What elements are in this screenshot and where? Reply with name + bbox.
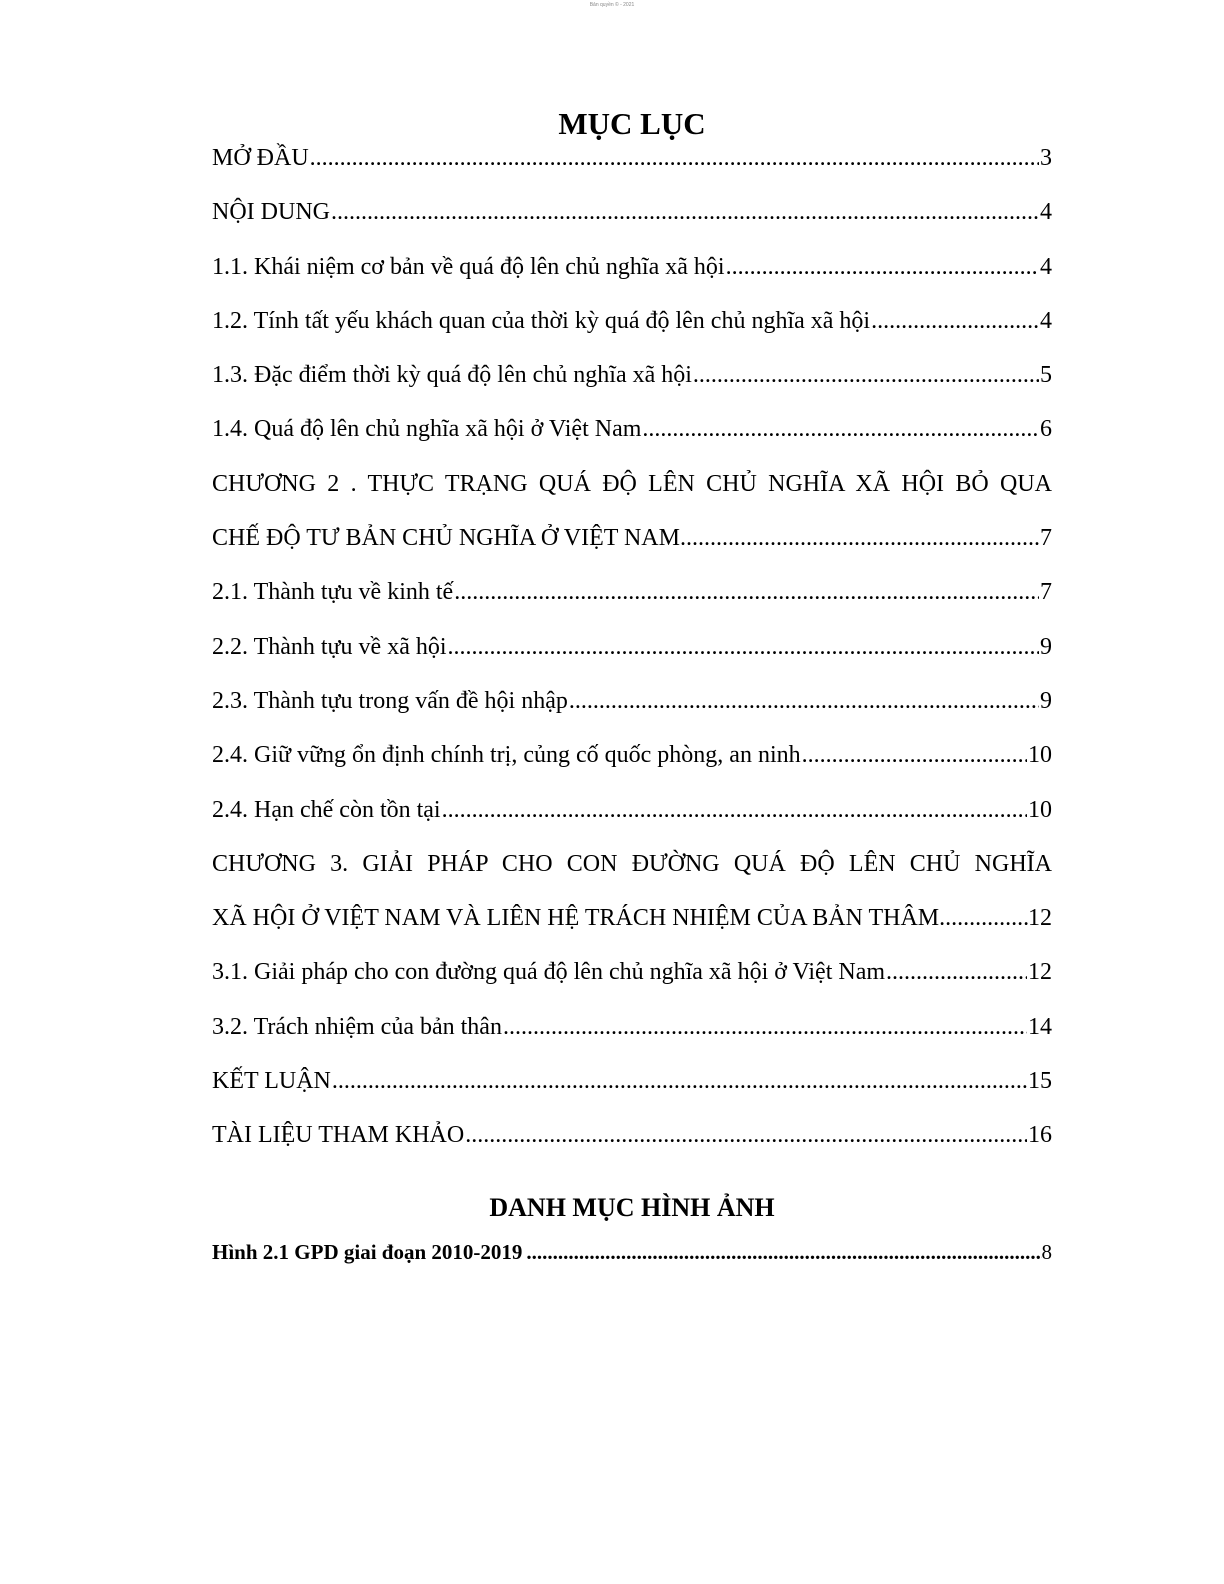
toc-entry-label: MỞ ĐẦU — [212, 145, 309, 171]
toc-entry-chapter-3[interactable] — [212, 844, 1052, 953]
figure-entry-page: 8 — [1041, 1240, 1052, 1264]
toc-entry[interactable] — [212, 301, 1052, 355]
toc-entry-page: 6 — [1040, 416, 1052, 443]
toc-entry[interactable] — [212, 355, 1052, 409]
toc-entry[interactable] — [212, 952, 1052, 1006]
dot-leader — [332, 1061, 1027, 1101]
toc-entry-label: 3.1. Giải pháp cho con đường quá độ lên chủ nghĩa xã hội ở Việt Nam — [212, 959, 886, 986]
toc-entry-label: TÀI LIỆU THAM KHẢO — [212, 1122, 465, 1149]
dot-leader — [503, 1007, 1027, 1047]
toc-entry[interactable] — [212, 735, 1052, 789]
dot-leader — [680, 518, 1040, 558]
toc-entry-label: 3.2. Trách nhiệm của bản thân — [212, 1013, 502, 1040]
figure-entry-label: Hình 2.1 GPD giai đoạn 2010-2019 — [212, 1240, 523, 1264]
toc-entry[interactable] — [212, 138, 1052, 192]
toc-entry-page: 7 — [1040, 525, 1052, 552]
toc-entry[interactable] — [212, 1007, 1052, 1061]
toc-chapter-line-1: CHƯƠNG 2 . THỰC TRẠNG QUÁ ĐỘ LÊN CHỦ NGHĨA XÃ HỘI BỎ QUA — [212, 470, 1052, 497]
dot-leader — [310, 138, 1039, 178]
toc-entry-page: 10 — [1028, 796, 1052, 823]
toc-entry-page: 9 — [1040, 687, 1052, 714]
toc-entry-page: 16 — [1028, 1122, 1052, 1149]
toc-entry-chapter-2[interactable] — [212, 464, 1052, 573]
toc-chapter-line-2 — [212, 518, 1052, 558]
dot-leader — [642, 409, 1039, 449]
toc-entry-label: CHẾ ĐỘ TƯ BẢN CHỦ NGHĨA Ở VIỆT NAM — [212, 525, 680, 552]
toc-chapter-line-2 — [212, 898, 1052, 938]
dot-leader — [693, 355, 1039, 395]
toc-entry-label: 1.1. Khái niệm cơ bản về quá độ lên chủ nghĩa xã hội — [212, 253, 725, 280]
toc-entry-label: 1.2. Tính tất yếu khách quan của thời kỳ quá độ lên chủ nghĩa xã hội — [212, 307, 871, 334]
toc-entry[interactable] — [212, 1061, 1052, 1115]
toc-entry[interactable] — [212, 572, 1052, 626]
toc-entry-page: 12 — [1028, 959, 1052, 986]
dot-leader — [802, 735, 1027, 775]
toc-entry[interactable] — [212, 247, 1052, 301]
dot-leader — [939, 898, 1028, 938]
dot-leader — [331, 192, 1039, 232]
toc-entry-page: 15 — [1028, 1068, 1052, 1095]
toc-entry-page: 4 — [1040, 307, 1052, 334]
toc-entry[interactable] — [212, 409, 1052, 463]
dot-leader — [726, 247, 1039, 287]
toc-entry-label: 1.4. Quá độ lên chủ nghĩa xã hội ở Việt Nam — [212, 416, 642, 443]
toc-entry-label: KẾT LUẬN — [212, 1068, 331, 1095]
toc-entry-page: 12 — [1028, 905, 1052, 932]
toc-entry-page: 5 — [1040, 362, 1052, 389]
dot-leader — [569, 681, 1039, 721]
figure-list-title: DANH MỤC HÌNH ẢNH — [489, 1193, 775, 1222]
toc-entry-page: 3 — [1040, 145, 1052, 171]
dot-leader — [442, 790, 1027, 830]
toc-entry-label: 2.2. Thành tựu về xã hội — [212, 633, 447, 660]
toc-title: MỤC LỤC — [558, 106, 706, 141]
dot-leader — [454, 572, 1039, 612]
toc-entry-page: 7 — [1040, 579, 1052, 606]
header-watermark: Bản quyền © - 2021 — [589, 2, 635, 8]
toc-entry-label: 2.4. Giữ vững ổn định chính trị, củng cố quốc phòng, an ninh — [212, 742, 801, 769]
dot-leader — [465, 1115, 1027, 1155]
dot-leader — [526, 1236, 1041, 1268]
toc-list — [212, 138, 1052, 1170]
dot-leader — [448, 627, 1039, 667]
toc-entry-page: 4 — [1040, 199, 1052, 226]
dot-leader — [886, 952, 1027, 992]
toc-entry-label: 2.1. Thành tựu về kinh tế — [212, 579, 454, 606]
toc-entry-label: 2.3. Thành tựu trong vấn đề hội nhập — [212, 687, 568, 714]
toc-entry-label: 2.4. Hạn chế còn tồn tại — [212, 796, 441, 823]
dot-leader — [871, 301, 1039, 341]
toc-entry-page: 4 — [1040, 253, 1052, 280]
toc-entry[interactable] — [212, 192, 1052, 246]
toc-entry-label: XÃ HỘI Ở VIỆT NAM VÀ LIÊN HỆ TRÁCH NHIỆM CỦA BẢN THÂM — [212, 905, 940, 932]
toc-entry[interactable] — [212, 681, 1052, 735]
toc-entry-page: 10 — [1028, 742, 1052, 769]
figure-entry[interactable] — [212, 1236, 1052, 1268]
toc-entry-label: 1.3. Đặc điểm thời kỳ quá độ lên chủ nghĩa xã hội — [212, 362, 692, 389]
toc-entry-page: 14 — [1028, 1013, 1052, 1040]
figure-list — [212, 1236, 1052, 1268]
toc-chapter-line-1: CHƯƠNG 3. GIẢI PHÁP CHO CON ĐƯỜNG QUÁ ĐỘ LÊN CHỦ NGHĨA — [212, 850, 1052, 877]
toc-entry[interactable] — [212, 1115, 1052, 1169]
toc-entry[interactable] — [212, 627, 1052, 681]
toc-entry[interactable] — [212, 790, 1052, 844]
toc-entry-page: 9 — [1040, 633, 1052, 660]
toc-entry-label: NỘI DUNG — [212, 199, 330, 226]
